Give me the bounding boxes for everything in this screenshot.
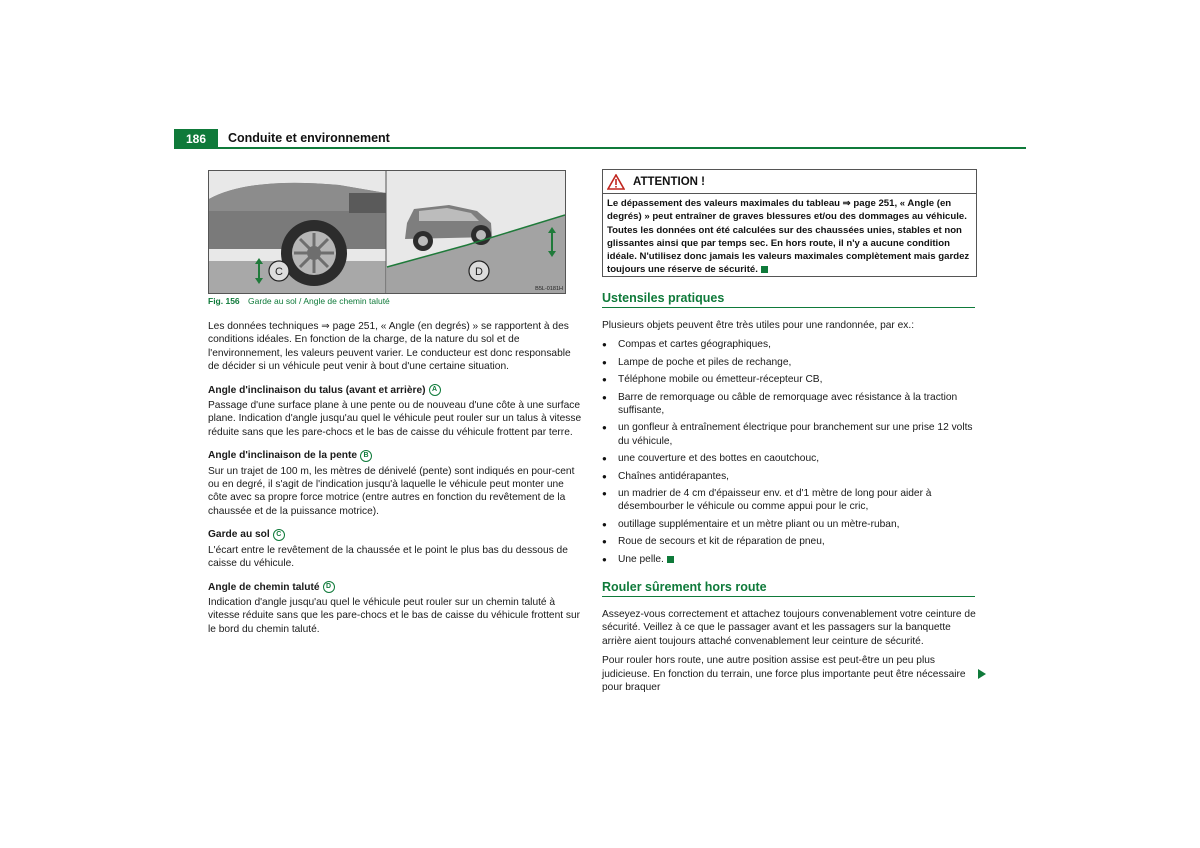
badge-d: D [323,581,335,593]
list-item: ● Téléphone mobile ou émetteur-récepteur CB, [602,373,976,386]
figure-caption-text: Garde au sol / Angle de chemin taluté [248,296,390,306]
left-column [208,320,582,646]
section-rule-rouler [602,596,975,597]
label-d: D [475,266,483,278]
list-item: ● Chaînes antidérapantes, [602,470,976,483]
end-marker-icon [761,266,768,273]
running-title: Conduite et environnement [228,131,390,145]
paragraph-pente: Sur un trajet de 100 m, les mètres de dénivelé (pente) sont indiqués en pour-cent ou en degré, il s'agit de l'indication jusqu'à laquelle le véhicule peut monter une côte avec sa propre force motrice (entre autres en fonction du revêtement de la chaussée et de la puissance motrice). [208,465,575,517]
label-c: C [275,266,283,278]
warning-title: ATTENTION ! [633,175,705,188]
list-item: ● Lampe de poche et piles de rechange, [602,356,976,369]
list-item: ● Une pelle. [602,553,976,566]
rouler-paragraph-1: Asseyez-vous correctement et attachez toujours convenablement votre ceinture de sécurité. Veillez à ce que le passager avant et les passagers sur la banquette arrière aient toujours attaché convenablement leur ceinture de sécurité. [602,609,976,647]
heading-chemin-talute: Angle de chemin taluté D [208,581,582,594]
figure-code: B5L-0181H [535,286,563,292]
end-marker-icon [667,556,674,563]
paragraph-angle-talus: Passage d'une surface plane à une pente ou de nouveau d'une côte à une surface plane. Indication d'angle jusqu'au quel le véhicule peut rouler sur un talus à vitesse réduite sans que les pare-chocs et le bas de caisse du véhicule frottent par terre. [208,400,582,438]
page-number: 186 [174,129,218,149]
warning-text: Le dépassement des valeurs maximales du tableau ⇒ page 251, « Angle (en degrés) » peut entraîner de graves blessures et/ou des dommages au véhicule. Toutes les données ont été calculées sur des chaussées unies, stables et non glissantes ainsi que par temps sec. En hors route, il n'y a aucune condition idéale. N'utilisez donc jamais les valeurs maximales complètement mais gardez toujours une réserve de sécurité. [607,198,970,276]
heading-pente: Angle d'inclinaison de la pente B [208,449,582,462]
warning-triangle-icon [607,174,625,190]
figure-number: Fig. 156 [208,296,240,306]
intro-paragraph: Les données techniques ⇒ page 251, « Angle (en degrés) » se rapportent à des conditions idéales. En fonction de la charge, de la nature du sol et de l'environnement, les valeurs peuvent varier. Le conducteur est donc responsable de décider si un véhicule peut venir à bout d'une certaine situation. [208,321,571,373]
badge-b: B [360,450,372,462]
section-rule-ustensiles [602,307,975,308]
ustensiles-section [602,319,976,570]
warning-header [603,170,976,194]
list-item: ● une couverture et des bottes en caoutchouc, [602,452,976,465]
list-item: ● un madrier de 4 cm d'épaisseur env. et d'1 mètre de long pour aider à désembourber le véhicule ou comme appui pour le cric, [602,487,976,514]
section-title-rouler: Rouler sûrement hors route [602,580,767,594]
heading-angle-talus: Angle d'inclinaison du talus (avant et arrière) A [208,384,582,397]
rouler-section [602,608,976,700]
paragraph-garde-au-sol: L'écart entre le revêtement de la chaussée et le point le plus bas du dessous de caisse du véhicule. [208,544,568,570]
list-item: ● Barre de remorquage ou câble de remorquage avec résistance à la traction suffisante, [602,391,976,418]
continue-arrow-icon [978,669,986,679]
list-item: ● outillage supplémentaire et un mètre pliant ou un mètre-ruban, [602,518,976,531]
list-item: ● Compas et cartes géographiques, [602,338,976,351]
header-rule [218,147,1026,149]
ustensiles-intro: Plusieurs objets peuvent être très utiles pour une randonnée, par ex.: [602,320,915,331]
list-item: ● un gonfleur à entraînement électrique pour branchement sur une prise 12 volts du véhicule, [602,421,976,448]
figure-illustration [209,171,565,293]
ustensiles-list [602,338,976,566]
figure-caption [208,296,390,306]
figure-clearance-angle [208,170,566,294]
badge-a: A [429,384,441,396]
warning-box [602,169,977,277]
rouler-paragraph-2: Pour rouler hors route, une autre position assise est peut-être un peu plus judicieuse. En fonction du terrain, une force plus importante peut être nécessaire pour braquer [602,655,966,694]
section-title-ustensiles: Ustensiles pratiques [602,291,725,305]
paragraph-chemin-talute: Indication d'angle jusqu'au quel le véhicule peut rouler sur un chemin taluté à vitesse réduite sans que les pare-chocs et le bas de caisse du véhicule frottent sur le bord du chemin taluté. [208,596,581,635]
badge-c: C [273,529,285,541]
list-item: ● Roue de secours et kit de réparation de pneu, [602,535,976,548]
heading-garde-au-sol: Garde au sol C [208,528,582,541]
